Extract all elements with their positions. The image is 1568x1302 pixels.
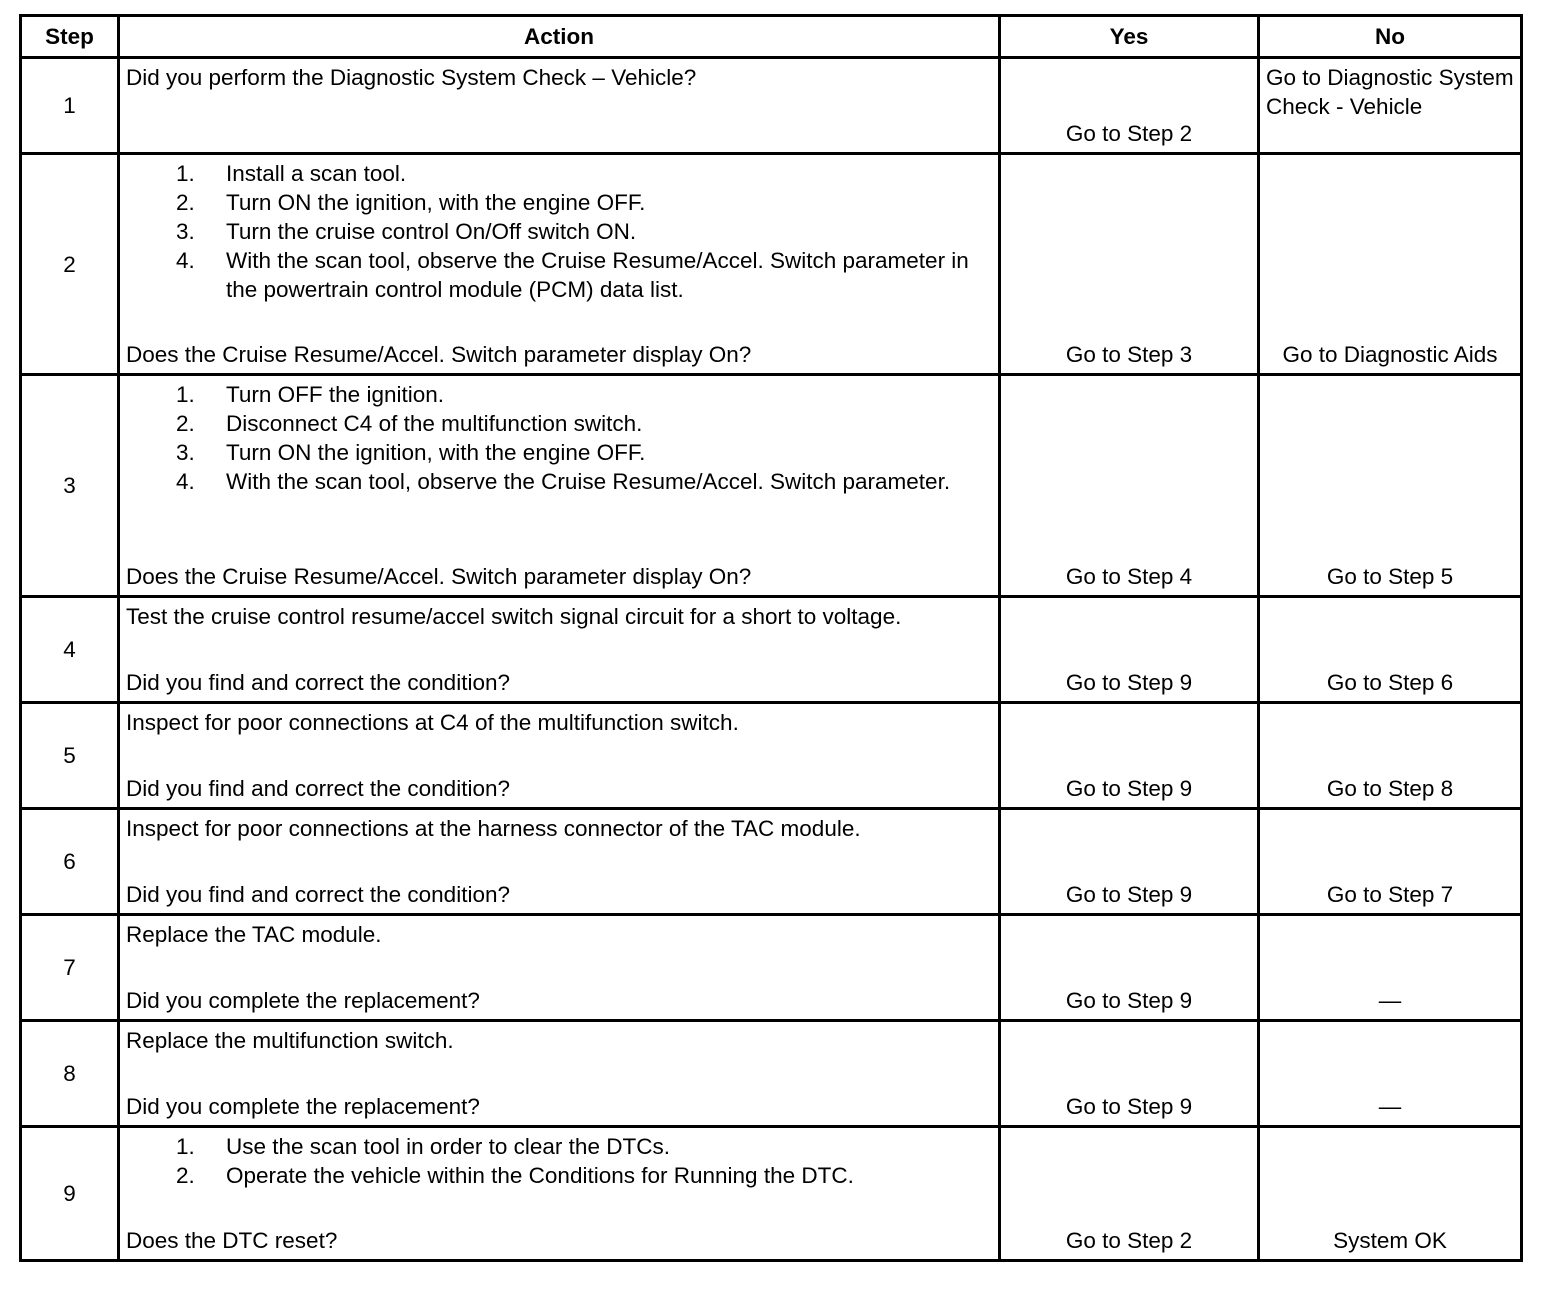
- action-cell: [119, 154, 1000, 375]
- table-row: [21, 375, 1522, 597]
- substep-text: With the scan tool, observe the Cruise Resume/Accel. Switch parameter in the powertrain control module (PCM) data list.: [226, 248, 969, 302]
- substep-number: 4.: [176, 248, 195, 273]
- step-number: 8: [21, 1021, 119, 1127]
- action-intro: Inspect for poor connections at C4 of the multifunction switch.: [126, 710, 739, 735]
- action-cell: [119, 1021, 1000, 1127]
- step-number: 3: [21, 375, 119, 597]
- table-row: [21, 58, 1522, 154]
- substep-item: [126, 159, 992, 188]
- action-content: [126, 1026, 992, 1121]
- no-result: System OK: [1259, 1127, 1522, 1261]
- table-row: [21, 703, 1522, 809]
- action-content: [126, 708, 992, 803]
- no-result: Go to Diagnostic System Check - Vehicle: [1259, 58, 1522, 154]
- substep-number: 3.: [176, 219, 195, 244]
- substep-list: [126, 159, 992, 304]
- table-row: [21, 809, 1522, 915]
- substep-number: 2.: [176, 411, 195, 436]
- step-number: 6: [21, 809, 119, 915]
- step-number: 5: [21, 703, 119, 809]
- table-row: [21, 154, 1522, 375]
- substep-text: Disconnect C4 of the multifunction switch.: [226, 411, 643, 436]
- action-question: Did you find and correct the condition?: [126, 776, 510, 801]
- action-content: [126, 159, 992, 369]
- yes-result: Go to Step 2: [1000, 58, 1259, 154]
- diagnostic-procedure-table: [19, 14, 1523, 1262]
- substep-list: [126, 1132, 992, 1190]
- action-question: Did you find and correct the condition?: [126, 882, 510, 907]
- table-row: [21, 1127, 1522, 1261]
- substep-item: [126, 188, 992, 217]
- yes-result: Go to Step 4: [1000, 375, 1259, 597]
- substep-item: [126, 380, 992, 409]
- substep-text: Turn ON the ignition, with the engine OFF.: [226, 190, 646, 215]
- substep-text: Turn OFF the ignition.: [226, 382, 445, 407]
- substep-number: 1.: [176, 382, 195, 407]
- action-question: Does the DTC reset?: [126, 1228, 338, 1253]
- table-row: [21, 597, 1522, 703]
- action-content: [126, 814, 992, 909]
- no-result: —: [1259, 1021, 1522, 1127]
- action-intro: Inspect for poor connections at the harness connector of the TAC module.: [126, 816, 861, 841]
- action-content: [126, 920, 992, 1015]
- action-question: Does the Cruise Resume/Accel. Switch parameter display On?: [126, 342, 752, 367]
- action-cell: [119, 375, 1000, 597]
- substep-item: [126, 217, 992, 246]
- step-number: 1: [21, 58, 119, 154]
- action-instructions: [126, 63, 992, 92]
- step-number: 7: [21, 915, 119, 1021]
- yes-result: Go to Step 9: [1000, 703, 1259, 809]
- yes-result: Go to Step 3: [1000, 154, 1259, 375]
- table-row: [21, 915, 1522, 1021]
- substep-number: 1.: [176, 1134, 195, 1159]
- action-question: Did you complete the replacement?: [126, 988, 480, 1013]
- substep-number: 2.: [176, 190, 195, 215]
- action-cell: [119, 915, 1000, 1021]
- header-yes: Yes: [1000, 16, 1259, 58]
- no-result: —: [1259, 915, 1522, 1021]
- substep-item: [126, 438, 992, 467]
- substep-item: [126, 409, 992, 438]
- no-result: Go to Step 6: [1259, 597, 1522, 703]
- action-instructions: [126, 920, 992, 949]
- action-content: [126, 380, 992, 591]
- substep-text: With the scan tool, observe the Cruise Resume/Accel. Switch parameter.: [226, 469, 951, 494]
- substep-item: [126, 1132, 992, 1161]
- yes-result: Go to Step 9: [1000, 809, 1259, 915]
- action-intro: Replace the TAC module.: [126, 922, 382, 947]
- substep-item: [126, 467, 992, 496]
- action-question: Does the Cruise Resume/Accel. Switch parameter display On?: [126, 564, 752, 589]
- action-instructions: [126, 814, 992, 843]
- substep-text: Operate the vehicle within the Conditions for Running the DTC.: [226, 1163, 854, 1188]
- action-intro: Did you perform the Diagnostic System Check – Vehicle?: [126, 65, 697, 90]
- substep-number: 4.: [176, 469, 195, 494]
- action-question: Did you find and correct the condition?: [126, 670, 510, 695]
- substep-text: Install a scan tool.: [226, 161, 407, 186]
- substep-text: Turn the cruise control On/Off switch ON.: [226, 219, 637, 244]
- substep-list: [126, 380, 992, 496]
- action-instructions: [126, 159, 992, 304]
- no-result: Go to Diagnostic Aids: [1259, 154, 1522, 375]
- step-number: 9: [21, 1127, 119, 1261]
- table-body: [21, 58, 1522, 1261]
- action-intro: Replace the multifunction switch.: [126, 1028, 454, 1053]
- substep-number: 1.: [176, 161, 195, 186]
- substep-item: [126, 246, 992, 304]
- table-row: [21, 1021, 1522, 1127]
- substep-number: 2.: [176, 1163, 195, 1188]
- yes-result: Go to Step 9: [1000, 597, 1259, 703]
- step-number: 2: [21, 154, 119, 375]
- yes-result: Go to Step 9: [1000, 915, 1259, 1021]
- header-no: No: [1259, 16, 1522, 58]
- table-header-row: [21, 16, 1522, 58]
- yes-result: Go to Step 9: [1000, 1021, 1259, 1127]
- header-step: Step: [21, 16, 119, 58]
- yes-result: Go to Step 2: [1000, 1127, 1259, 1261]
- action-cell: [119, 703, 1000, 809]
- substep-text: Turn ON the ignition, with the engine OFF.: [226, 440, 646, 465]
- action-content: [126, 602, 992, 697]
- substep-text: Use the scan tool in order to clear the DTCs.: [226, 1134, 670, 1159]
- action-instructions: [126, 602, 992, 631]
- action-cell: [119, 58, 1000, 154]
- substep-item: [126, 1161, 992, 1190]
- action-cell: [119, 1127, 1000, 1261]
- action-cell: [119, 597, 1000, 703]
- no-result: Go to Step 7: [1259, 809, 1522, 915]
- action-intro: Test the cruise control resume/accel switch signal circuit for a short to voltage.: [126, 604, 902, 629]
- action-instructions: [126, 708, 992, 737]
- action-instructions: [126, 1132, 992, 1190]
- action-content: [126, 63, 992, 148]
- header-action: Action: [119, 16, 1000, 58]
- action-instructions: [126, 380, 992, 496]
- action-content: [126, 1132, 992, 1255]
- substep-number: 3.: [176, 440, 195, 465]
- no-result: Go to Step 5: [1259, 375, 1522, 597]
- no-result: Go to Step 8: [1259, 703, 1522, 809]
- action-question: Did you complete the replacement?: [126, 1094, 480, 1119]
- step-number: 4: [21, 597, 119, 703]
- action-cell: [119, 809, 1000, 915]
- action-instructions: [126, 1026, 992, 1055]
